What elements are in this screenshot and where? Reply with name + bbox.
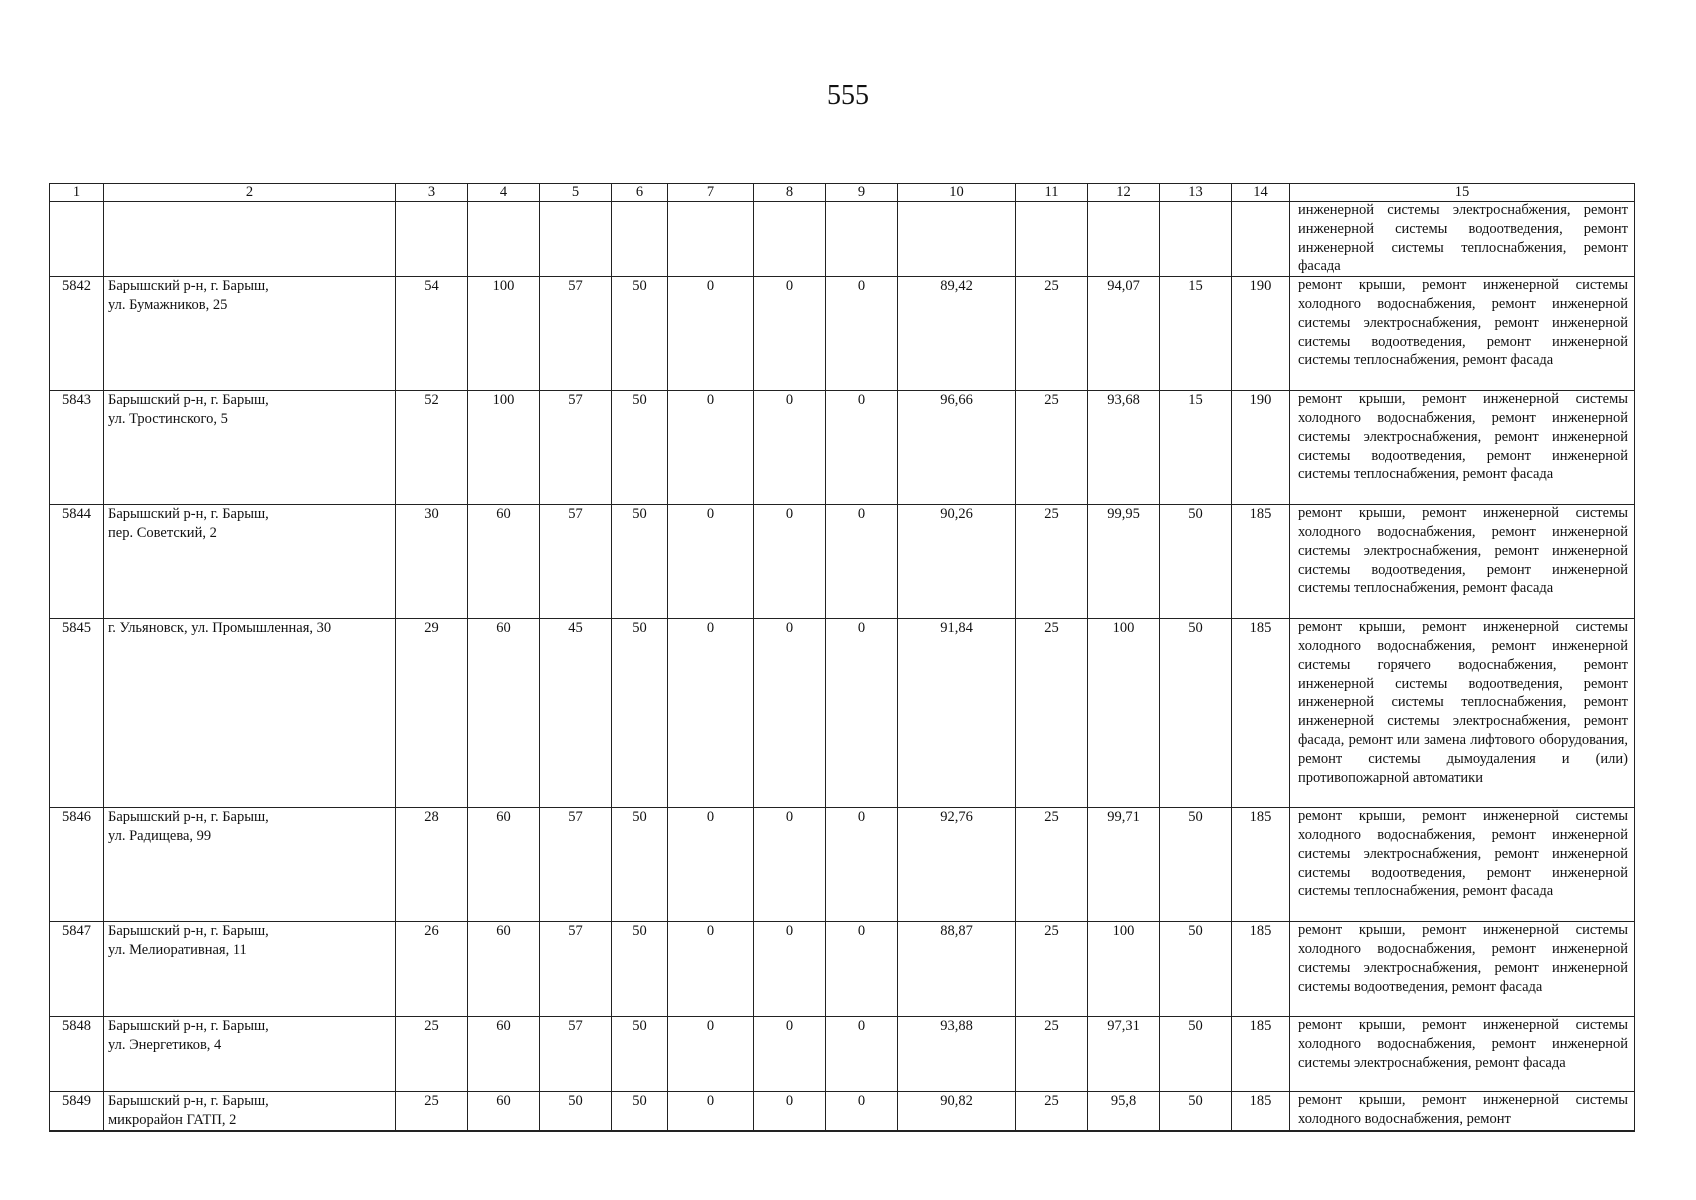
value-cell-col-10: 92,76 (898, 808, 1016, 922)
value-cell-col-14: 185 (1232, 1092, 1290, 1131)
value-cell-col-3: 26 (396, 922, 468, 1017)
value-cell-col-8 (754, 202, 826, 277)
record-id-cell: 5846 (50, 808, 104, 922)
value-cell-col-14: 190 (1232, 277, 1290, 391)
value-cell-col-8: 0 (754, 505, 826, 619)
table-row (50, 922, 1635, 1017)
value-cell-col-3: 54 (396, 277, 468, 391)
value-cell-col-6: 50 (612, 1092, 668, 1131)
value-cell-col-7: 0 (668, 619, 754, 808)
value-cell-col-10: 90,82 (898, 1092, 1016, 1131)
value-cell-col-6 (612, 202, 668, 277)
value-cell-col-5: 57 (540, 922, 612, 1017)
address-line: Барышский р-н, г. Барыш, (108, 809, 269, 826)
value-cell-col-5: 57 (540, 808, 612, 922)
value-cell-col-5: 57 (540, 391, 612, 505)
value-cell-col-13: 50 (1160, 922, 1232, 1017)
value-cell-col-14: 185 (1232, 505, 1290, 619)
value-cell-col-4: 100 (468, 277, 540, 391)
value-cell-col-7: 0 (668, 1092, 754, 1131)
value-cell-col-11: 25 (1016, 1092, 1088, 1131)
value-cell-col-12: 100 (1088, 619, 1160, 808)
table-row (50, 1017, 1635, 1092)
works-cell (1290, 277, 1635, 391)
value-cell-col-5: 57 (540, 277, 612, 391)
value-cell-col-3: 29 (396, 619, 468, 808)
value-cell-col-4 (468, 202, 540, 277)
value-cell-col-11 (1016, 202, 1088, 277)
value-cell-col-11: 25 (1016, 1017, 1088, 1092)
value-cell-col-6: 50 (612, 505, 668, 619)
value-cell-col-10: 89,42 (898, 277, 1016, 391)
value-cell-col-9: 0 (826, 505, 898, 619)
address-cell (104, 277, 396, 391)
value-cell-col-9: 0 (826, 922, 898, 1017)
value-cell-col-8: 0 (754, 808, 826, 922)
value-cell-col-3: 25 (396, 1092, 468, 1131)
address-line: ул. Мелиоративная, 11 (108, 941, 247, 958)
table-row (50, 202, 1635, 277)
column-header: 15 (1290, 184, 1635, 202)
address-cell (104, 922, 396, 1017)
column-header: 2 (104, 184, 396, 202)
value-cell-col-6: 50 (612, 922, 668, 1017)
address-line: Барышский р-н, г. Барыш, (108, 1093, 269, 1110)
value-cell-col-3: 25 (396, 1017, 468, 1092)
table-row (50, 277, 1635, 391)
value-cell-col-8: 0 (754, 1017, 826, 1092)
value-cell-col-8: 0 (754, 277, 826, 391)
column-header: 10 (898, 184, 1016, 202)
value-cell-col-5 (540, 202, 612, 277)
value-cell-col-11: 25 (1016, 391, 1088, 505)
works-text: ремонт крыши, ремонт инженерной системы холодного водоснабжения, ремонт инженерной системы электроснабжения, ремонт фасада (1298, 1017, 1628, 1071)
repair-program-table (49, 183, 1635, 1132)
address-line: г. Ульяновск, ул. Промышленная, 30 (108, 620, 332, 637)
value-cell-col-14: 185 (1232, 808, 1290, 922)
works-text: инженерной системы электроснабжения, ремонт инженерной системы водоотведения, ремонт инженерной системы теплоснабжения, ремонт фасада (1298, 202, 1628, 275)
page-number: 555 (827, 80, 869, 111)
address-line: Барышский р-н, г. Барыш, (108, 392, 269, 409)
value-cell-col-4: 60 (468, 1017, 540, 1092)
value-cell-col-4: 100 (468, 391, 540, 505)
value-cell-col-3: 28 (396, 808, 468, 922)
value-cell-col-12: 100 (1088, 922, 1160, 1017)
value-cell-col-14: 190 (1232, 391, 1290, 505)
value-cell-col-13 (1160, 202, 1232, 277)
column-header: 9 (826, 184, 898, 202)
value-cell-col-5: 57 (540, 505, 612, 619)
value-cell-col-4: 60 (468, 505, 540, 619)
value-cell-col-14 (1232, 202, 1290, 277)
value-cell-col-13: 50 (1160, 1017, 1232, 1092)
column-header: 12 (1088, 184, 1160, 202)
value-cell-col-6: 50 (612, 277, 668, 391)
value-cell-col-12: 94,07 (1088, 277, 1160, 391)
works-cell (1290, 505, 1635, 619)
value-cell-col-10: 93,88 (898, 1017, 1016, 1092)
works-cell (1290, 1092, 1635, 1131)
works-cell (1290, 922, 1635, 1017)
column-header: 5 (540, 184, 612, 202)
record-id-cell: 5842 (50, 277, 104, 391)
value-cell-col-12: 99,71 (1088, 808, 1160, 922)
value-cell-col-5: 45 (540, 619, 612, 808)
table-row (50, 619, 1635, 808)
column-header: 1 (50, 184, 104, 202)
table-row (50, 391, 1635, 505)
value-cell-col-12: 99,95 (1088, 505, 1160, 619)
value-cell-col-12: 95,8 (1088, 1092, 1160, 1131)
value-cell-col-11: 25 (1016, 619, 1088, 808)
value-cell-col-9: 0 (826, 277, 898, 391)
value-cell-col-5: 50 (540, 1092, 612, 1131)
address-line: ул. Радищева, 99 (108, 827, 212, 844)
address-line: Барышский р-н, г. Барыш, (108, 1018, 269, 1035)
value-cell-col-12: 97,31 (1088, 1017, 1160, 1092)
value-cell-col-5: 57 (540, 1017, 612, 1092)
table-row (50, 505, 1635, 619)
address-line: пер. Советский, 2 (108, 524, 217, 541)
column-header: 13 (1160, 184, 1232, 202)
works-text: ремонт крыши, ремонт инженерной системы холодного водоснабжения, ремонт (1298, 1092, 1628, 1127)
address-cell (104, 1092, 396, 1131)
value-cell-col-14: 185 (1232, 619, 1290, 808)
value-cell-col-3: 52 (396, 391, 468, 505)
value-cell-col-3 (396, 202, 468, 277)
column-header: 11 (1016, 184, 1088, 202)
table-body (50, 184, 1635, 1131)
address-cell (104, 808, 396, 922)
value-cell-col-13: 15 (1160, 277, 1232, 391)
column-header: 8 (754, 184, 826, 202)
value-cell-col-12: 93,68 (1088, 391, 1160, 505)
works-cell (1290, 808, 1635, 922)
value-cell-col-11: 25 (1016, 922, 1088, 1017)
value-cell-col-13: 50 (1160, 505, 1232, 619)
record-id-cell: 5849 (50, 1092, 104, 1131)
value-cell-col-10: 88,87 (898, 922, 1016, 1017)
value-cell-col-10: 96,66 (898, 391, 1016, 505)
value-cell-col-13: 50 (1160, 619, 1232, 808)
value-cell-col-6: 50 (612, 1017, 668, 1092)
value-cell-col-7: 0 (668, 391, 754, 505)
address-line: ул. Тростинского, 5 (108, 410, 228, 427)
column-header: 3 (396, 184, 468, 202)
value-cell-col-9: 0 (826, 619, 898, 808)
value-cell-col-4: 60 (468, 619, 540, 808)
value-cell-col-6: 50 (612, 808, 668, 922)
value-cell-col-10: 90,26 (898, 505, 1016, 619)
record-id-cell: 5847 (50, 922, 104, 1017)
works-cell (1290, 619, 1635, 808)
value-cell-col-14: 185 (1232, 922, 1290, 1017)
value-cell-col-11: 25 (1016, 277, 1088, 391)
value-cell-col-12 (1088, 202, 1160, 277)
column-number-row (50, 184, 1635, 202)
value-cell-col-9 (826, 202, 898, 277)
value-cell-col-8: 0 (754, 922, 826, 1017)
value-cell-col-13: 50 (1160, 808, 1232, 922)
address-line: ул. Энергетиков, 4 (108, 1036, 222, 1053)
value-cell-col-7 (668, 202, 754, 277)
works-text: ремонт крыши, ремонт инженерной системы холодного водоснабжения, ремонт инженерной системы электроснабжения, ремонт инженерной системы водоотведения, ремонт фасада (1298, 922, 1628, 995)
address-cell (104, 202, 396, 277)
value-cell-col-13: 50 (1160, 1092, 1232, 1131)
value-cell-col-13: 15 (1160, 391, 1232, 505)
value-cell-col-9: 0 (826, 1017, 898, 1092)
address-cell (104, 619, 396, 808)
value-cell-col-7: 0 (668, 808, 754, 922)
address-cell (104, 1017, 396, 1092)
value-cell-col-10: 91,84 (898, 619, 1016, 808)
value-cell-col-8: 0 (754, 391, 826, 505)
works-cell (1290, 202, 1635, 277)
value-cell-col-7: 0 (668, 1017, 754, 1092)
value-cell-col-4: 60 (468, 922, 540, 1017)
value-cell-col-7: 0 (668, 922, 754, 1017)
value-cell-col-4: 60 (468, 808, 540, 922)
value-cell-col-9: 0 (826, 808, 898, 922)
table-row (50, 808, 1635, 922)
works-cell (1290, 1017, 1635, 1092)
value-cell-col-7: 0 (668, 277, 754, 391)
record-id-cell: 5844 (50, 505, 104, 619)
value-cell-col-7: 0 (668, 505, 754, 619)
table-row (50, 1092, 1635, 1131)
value-cell-col-10 (898, 202, 1016, 277)
value-cell-col-11: 25 (1016, 808, 1088, 922)
value-cell-col-6: 50 (612, 391, 668, 505)
works-text: ремонт крыши, ремонт инженерной системы холодного водоснабжения, ремонт инженерной системы электроснабжения, ремонт инженерной системы водоотведения, ремонт инженерной системы теплоснабжения, ремонт фасада (1298, 391, 1628, 483)
works-text: ремонт крыши, ремонт инженерной системы холодного водоснабжения, ремонт инженерной системы электроснабжения, ремонт инженерной системы водоотведения, ремонт инженерной системы теплоснабжения, ремонт фасада (1298, 808, 1628, 900)
column-header: 4 (468, 184, 540, 202)
record-id-cell: 5845 (50, 619, 104, 808)
address-line: Барышский р-н, г. Барыш, (108, 923, 269, 940)
address-line: ул. Бумажников, 25 (108, 296, 228, 313)
value-cell-col-4: 60 (468, 1092, 540, 1131)
address-cell (104, 391, 396, 505)
address-line: микрорайон ГАТП, 2 (108, 1111, 237, 1128)
column-header: 14 (1232, 184, 1290, 202)
value-cell-col-8: 0 (754, 1092, 826, 1131)
record-id-cell: 5843 (50, 391, 104, 505)
value-cell-col-11: 25 (1016, 505, 1088, 619)
address-cell (104, 505, 396, 619)
record-id-cell: 5848 (50, 1017, 104, 1092)
works-text: ремонт крыши, ремонт инженерной системы холодного водоснабжения, ремонт инженерной системы электроснабжения, ремонт инженерной системы водоотведения, ремонт инженерной системы теплоснабжения, ремонт фасада (1298, 277, 1628, 369)
record-id-cell (50, 202, 104, 277)
works-text: ремонт крыши, ремонт инженерной системы холодного водоснабжения, ремонт инженерной системы горячего водоснабжения, ремонт инженерной системы водоотведения, ремонт инженерной системы теплоснабжения, ремонт инженерной системы электроснабжения, ремонт фасада, ремонт или замена лифтового оборудования, ремонт системы дымоудаления и (или) противопожарной автоматики (1298, 619, 1628, 786)
value-cell-col-14: 185 (1232, 1017, 1290, 1092)
value-cell-col-8: 0 (754, 619, 826, 808)
value-cell-col-9: 0 (826, 391, 898, 505)
address-line: Барышский р-н, г. Барыш, (108, 506, 269, 523)
column-header: 7 (668, 184, 754, 202)
value-cell-col-3: 30 (396, 505, 468, 619)
works-text: ремонт крыши, ремонт инженерной системы холодного водоснабжения, ремонт инженерной системы электроснабжения, ремонт инженерной системы водоотведения, ремонт инженерной системы теплоснабжения, ремонт фасада (1298, 505, 1628, 597)
value-cell-col-6: 50 (612, 619, 668, 808)
address-line: Барышский р-н, г. Барыш, (108, 278, 269, 295)
column-header: 6 (612, 184, 668, 202)
works-cell (1290, 391, 1635, 505)
value-cell-col-9: 0 (826, 1092, 898, 1131)
